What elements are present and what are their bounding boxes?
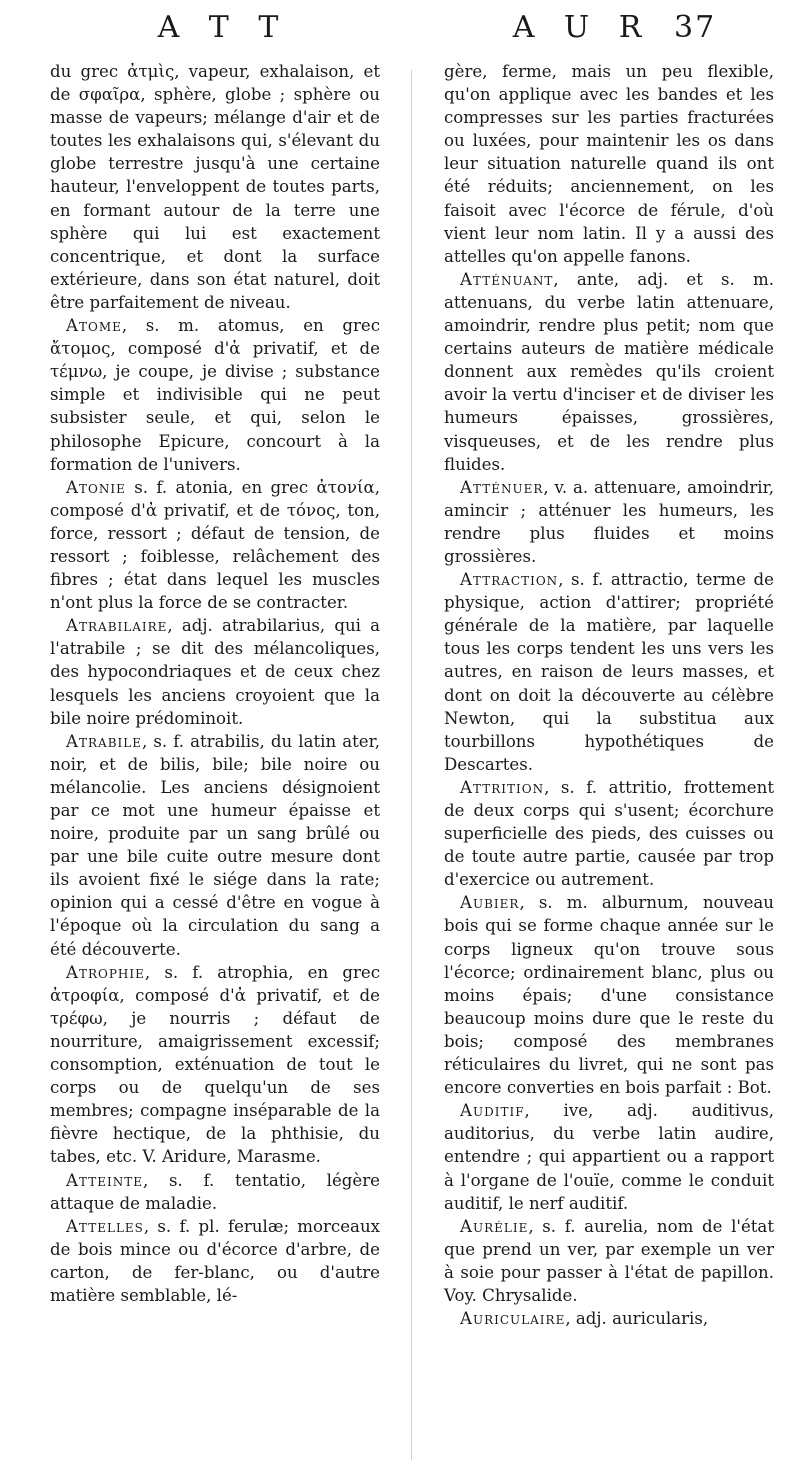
entry-headword: Attraction bbox=[460, 570, 559, 590]
entry-headword: Atonie bbox=[66, 477, 126, 497]
dictionary-entry bbox=[444, 1307, 774, 1330]
entry-text: s. f. atonia, en grec ἀτονία, composé d'ἀ privatif, et de τόνος, ton, force, ressort ; défaut de tension, de ressort ; foiblesse, relâchement des fibres ; état dans lequel les muscles n'ont plus la force de se contracter. bbox=[50, 477, 380, 613]
dictionary-entry bbox=[444, 776, 774, 891]
header-left-guide-word: A T T bbox=[157, 10, 289, 45]
dictionary-entry bbox=[50, 614, 380, 729]
entry-text: , adj. atrabilarius, qui a l'atrabile ; se dit des mélancoliques, des hypocondriaques et de ceux chez lesquels les anciens croyoient que la bile noire prédominoit. bbox=[50, 616, 380, 728]
dictionary-entry bbox=[50, 961, 380, 1169]
entry-text: , s. f. attractio, terme de physique, action d'attirer; propriété générale de la matière, par laquelle tous les corps tendent les uns vers les autres, en raison de leurs masses, et dont on doit la découverte au célèbre Newton, qui la substitua aux tourbillons hypothétiques de Descartes. bbox=[444, 570, 774, 774]
dictionary-entry bbox=[50, 314, 380, 476]
entry-text: , ive, adj. auditivus, auditorius, du verbe latin audire, entendre ; qui appartient ou a rapport à l'organe de l'ouïe, comme le conduit auditif, le nerf auditif. bbox=[444, 1101, 774, 1213]
entry-headword: Atteinte bbox=[66, 1170, 143, 1190]
entry-text: du grec ἀτμὶς, vapeur, exhalaison, et de σφαῖρα, sphère, globe ; sphère ou masse de vapeurs; mélange d'air et de toutes les exhalaisons qui, s'élevant du globe terrestre jusqu'à une certaine hauteur, l'enveloppent de toutes parts, en formant autour de la terre une sphère qui lui est exactement concentrique, et dont la surface extérieure, dans son état naturel, doit être parfaitement de niveau. bbox=[50, 62, 380, 312]
dictionary-entry bbox=[50, 1169, 380, 1215]
continued-entry bbox=[50, 60, 380, 314]
entry-headword: Attelles bbox=[66, 1216, 144, 1236]
entry-text: , adj. auricularis, bbox=[565, 1309, 709, 1329]
entry-text: , ante, adj. et s. m. attenuans, du verbe latin attenuare, amoindrir, rendre plus petit; nom que certains auteurs de matière médicale donnent aux remèdes qu'ils croient avoir la vertu d'inciser et de diviser les humeurs épaisses, grossières, visqueuses, et de les rendre plus fluides. bbox=[444, 269, 774, 474]
entry-headword: Atrabile bbox=[66, 731, 142, 751]
running-header bbox=[0, 10, 800, 58]
entry-headword: Auditif bbox=[460, 1101, 525, 1121]
left-column bbox=[50, 60, 380, 1307]
entry-text: , s. f. atrabilis, du latin ater, noir, et de bilis, bile; bile noire ou mélancolie. Les anciens désignoient par ce mot une humeur épaisse et noire, produite par un sang brûlé ou par une bile cuite outre mesure dont ils avoient fixé le siége dans la rate; opinion qui a cessé d'être en vogue à l'époque où la circulation du sang a été découverte. bbox=[50, 731, 380, 959]
entry-headword: Auriculaire bbox=[460, 1309, 566, 1329]
dictionary-entry bbox=[444, 1099, 774, 1214]
entry-text: , s. f. attritio, frottement de deux corps qui s'usent; écorchure superficielle des pieds, des cuisses ou de toute autre partie, causée par trop d'exercice ou autrement. bbox=[444, 777, 774, 890]
dictionary-entry bbox=[50, 476, 380, 615]
entry-headword: Atténuer bbox=[460, 477, 544, 497]
dictionary-entry bbox=[444, 268, 774, 476]
dictionary-entry bbox=[50, 730, 380, 961]
entry-headword: Atrabilaire bbox=[66, 616, 168, 636]
dictionary-entry bbox=[444, 476, 774, 568]
entry-headword: Attrition bbox=[460, 777, 545, 797]
entry-text: , s. m. alburnum, nouveau bois qui se forme chaque année sur le corps ligneux qu'on trouve sous l'écorce; ordinairement blanc, plus ou moins épais; d'une consistance beaucoup moins dure que le reste du bois; composé des membranes réticulaires du livret, qui ne sont pas encore converties en bois parfait : Bot. bbox=[444, 893, 774, 1098]
entry-headword: Aurélie bbox=[460, 1216, 529, 1236]
entry-text: , s. f. atrophia, en grec ἀτροφία, composé d'ἀ privatif, et de τρέφω, je nourris ; défaut de nourriture, amaigrissement excessif; consomption, exténuation de tout le corps ou de quelqu'un de ses membres; compagne inséparable de la fièvre hectique, de la phthisie, du tabes, etc. V. Aridure, Marasme. bbox=[50, 962, 380, 1167]
entry-headword: Atténuant bbox=[460, 269, 554, 289]
entry-headword: Atrophie bbox=[66, 962, 145, 982]
right-column bbox=[444, 60, 774, 1330]
entry-text: , s. m. atomus, en grec ἄτομος, composé d'ἀ privatif, et de τέμνω, je coupe, je divise ; substance simple et indivisible qui ne peut subsister seule, et qui, selon le philosophe Epicure, concourt à la formation de l'univers. bbox=[50, 316, 380, 474]
entry-text: gère, ferme, mais un peu flexible, qu'on applique avec les bandes et les compresses sur les parties fracturées ou luxées, pour maintenir les os dans leur situation naturelle quand ils ont été réduits; anciennement, on les faisoit avec l'écorce de férule, d'où vient leur nom latin. Il y a aussi des attelles qu'on appelle fanons. bbox=[444, 62, 774, 266]
entry-text: , v. a. attenuare, amoindrir, amincir ; atténuer les humeurs, les rendre plus fluides et moins grossières. bbox=[444, 477, 774, 566]
entry-headword: Atome bbox=[66, 316, 122, 336]
dictionary-entry bbox=[50, 1215, 380, 1307]
entry-headword: Aubier bbox=[460, 893, 520, 913]
page-number: 37 bbox=[674, 10, 717, 45]
dictionary-entry bbox=[444, 1215, 774, 1307]
column-divider bbox=[411, 70, 412, 1460]
entry-text: , s. f. tentatio, légère attaque de maladie. bbox=[50, 1170, 380, 1213]
entry-text: , s. f. aurelia, nom de l'état que prend un ver, par exemple un ver à soie pour passer à l'état de papillon. Voy. Chrysalide. bbox=[444, 1216, 774, 1305]
entry-text: , s. f. pl. ferulæ; morceaux de bois mince ou d'écorce d'arbre, de carton, de fer-blanc, ou d'autre matière semblable, lé- bbox=[50, 1216, 380, 1305]
dictionary-entry bbox=[444, 568, 774, 776]
dictionary-entry bbox=[444, 891, 774, 1099]
continued-entry bbox=[444, 60, 774, 268]
header-right-guide-word: A U R bbox=[512, 10, 652, 45]
